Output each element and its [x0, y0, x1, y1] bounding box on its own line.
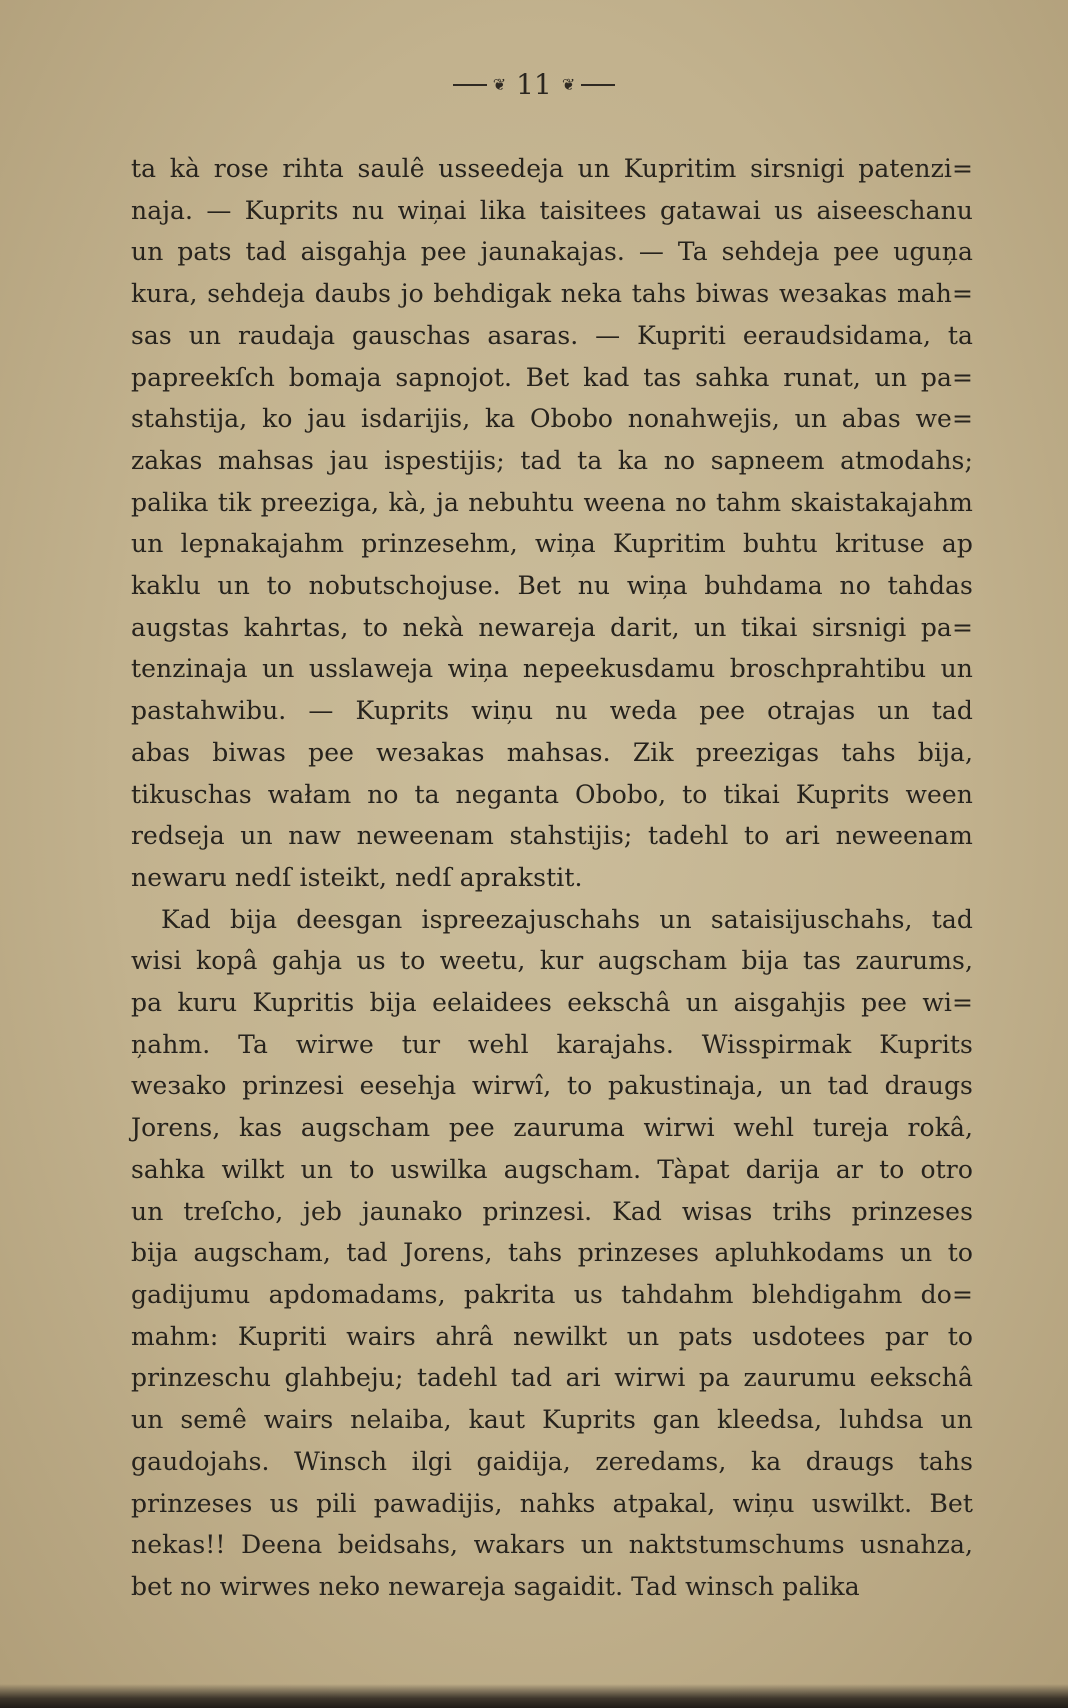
text-line: un lepnakajahm prinzesehm, wiņa Kupritim buhtu krituse ap — [131, 529, 973, 559]
text-line: mahm: Kupriti wairs ahrâ newilkt un pats usdotees par to — [131, 1321, 973, 1351]
header-rule-right — [581, 84, 615, 86]
text-line: stahstija, ko jau isdarijis, ka Obobo nonahwejis, un abas we= — [131, 404, 973, 434]
text-line: Jorens, kas augscham pee zauruma wirwi wehl tureja rokâ, — [131, 1113, 973, 1143]
text-line: pa kuru Kupritis bija eelaidees eekschâ un aisgahjis pee wi= — [131, 988, 973, 1018]
text-line: ta kà rose rihta saulê usseedeja un Kupritim sirsnigi patenzi= — [131, 154, 973, 183]
text-line: bija augscham, tad Jorens, tahs prinzeses apluhkodams un to — [131, 1238, 973, 1268]
body-text — [131, 148, 973, 1608]
text-line: sas un raudaja gauschas asaras. — Kupriti eeraudsidama, ta — [131, 320, 973, 350]
text-line: prinzeschu glahbeju; tadehl tad ari wirwi pa zaurumu eekschâ — [131, 1363, 973, 1393]
text-line: un semê wairs nelaiba, kaut Kuprits gan kleedsa, luhdsa un — [131, 1405, 973, 1435]
text-line: bet no wirwes neko newareja sagaidit. Tad winsch palika — [131, 1571, 860, 1601]
paragraph — [131, 899, 973, 1608]
text-line: kura, sehdeja daubs jo behdigak neka tahs biwas weзakas mah= — [131, 279, 973, 309]
text-line: zakas mahsas jau ispestijis; tad ta ka no sapneem atmodahs; — [131, 445, 973, 475]
text-line: redseja un naw neweenam stahstijis; tadehl to ari neweenam — [131, 821, 973, 851]
text-line: un pats tad aisgahja pee jaunakajas. — Ta sehdeja pee uguņa — [131, 237, 973, 267]
text-line: augstas kahrtas, to nekà newareja darit, un tikai sirsnigi pa= — [131, 612, 973, 642]
text-line: Kad bija deesgan ispreezajuschahs un sataisijuschahs, tad — [161, 904, 973, 934]
ornament-right-icon: ❦ — [561, 75, 576, 94]
header-rule-left — [453, 84, 487, 86]
text-line: wisi kopâ gahja us to weetu, kur augscham bija tas zaurums, — [131, 946, 973, 976]
text-line: tenzinaja un usslaweja wiņa nepeekusdamu broschprahtibu un — [131, 654, 973, 684]
text-line: sahka wilkt un to uswilka augscham. Tàpat darija ar to otro — [131, 1154, 973, 1184]
text-line: newaru nedſ isteikt, nedſ aprakstit. — [131, 862, 583, 892]
page-header — [0, 66, 1068, 101]
text-line: pastahwibu. — Kuprits wiņu nu weda pee otrajas un tad — [131, 696, 973, 726]
text-line: ņahm. Ta wirwe tur wehl karajahs. Wisspirmak Kuprits — [131, 1029, 973, 1059]
text-line: abas biwas pee weзakas mahsas. Zik preezigas tahs bija, — [131, 737, 973, 767]
text-line: nekas!! Deena beidsahs, wakars un naktstumschums usnahza, — [131, 1530, 973, 1560]
ornament-left-icon: ❦ — [492, 75, 507, 94]
text-line: gadijumu apdomadams, pakrita us tahdahm blehdigahm do= — [131, 1279, 973, 1309]
text-line: gaudojahs. Winsch ilgi gaidija, zeredams, ka draugs tahs — [131, 1446, 973, 1476]
text-line: papreekſch bomaja sapnojot. Bet kad tas sahka runat, un pa= — [131, 362, 973, 392]
text-line: naja. — Kuprits nu wiņai lika taisitees gatawai us aiseeschanu — [131, 195, 973, 225]
paragraph — [131, 148, 973, 899]
text-line: palika tik preeziga, kà, ja nebuhtu weena no tahm skaistakajahm — [131, 487, 973, 517]
text-line: tikuschas wałam no ta neganta Obobo, to tikai Kuprits ween — [131, 779, 973, 809]
text-line: un treſcho, jeb jaunako prinzesi. Kad wisas trihs prinzeses — [131, 1196, 973, 1226]
text-line: weзako prinzesi eesehja wirwî, to pakustinaja, un tad draugs — [131, 1071, 973, 1101]
text-line: prinzeses us pili pawadijis, nahks atpakal, wiņu uswilkt. Bet — [131, 1488, 973, 1518]
page-number: 11 — [516, 68, 552, 101]
text-line: kaklu un to nobutschojuse. Bet nu wiņa buhdama no tahdas — [131, 571, 973, 601]
